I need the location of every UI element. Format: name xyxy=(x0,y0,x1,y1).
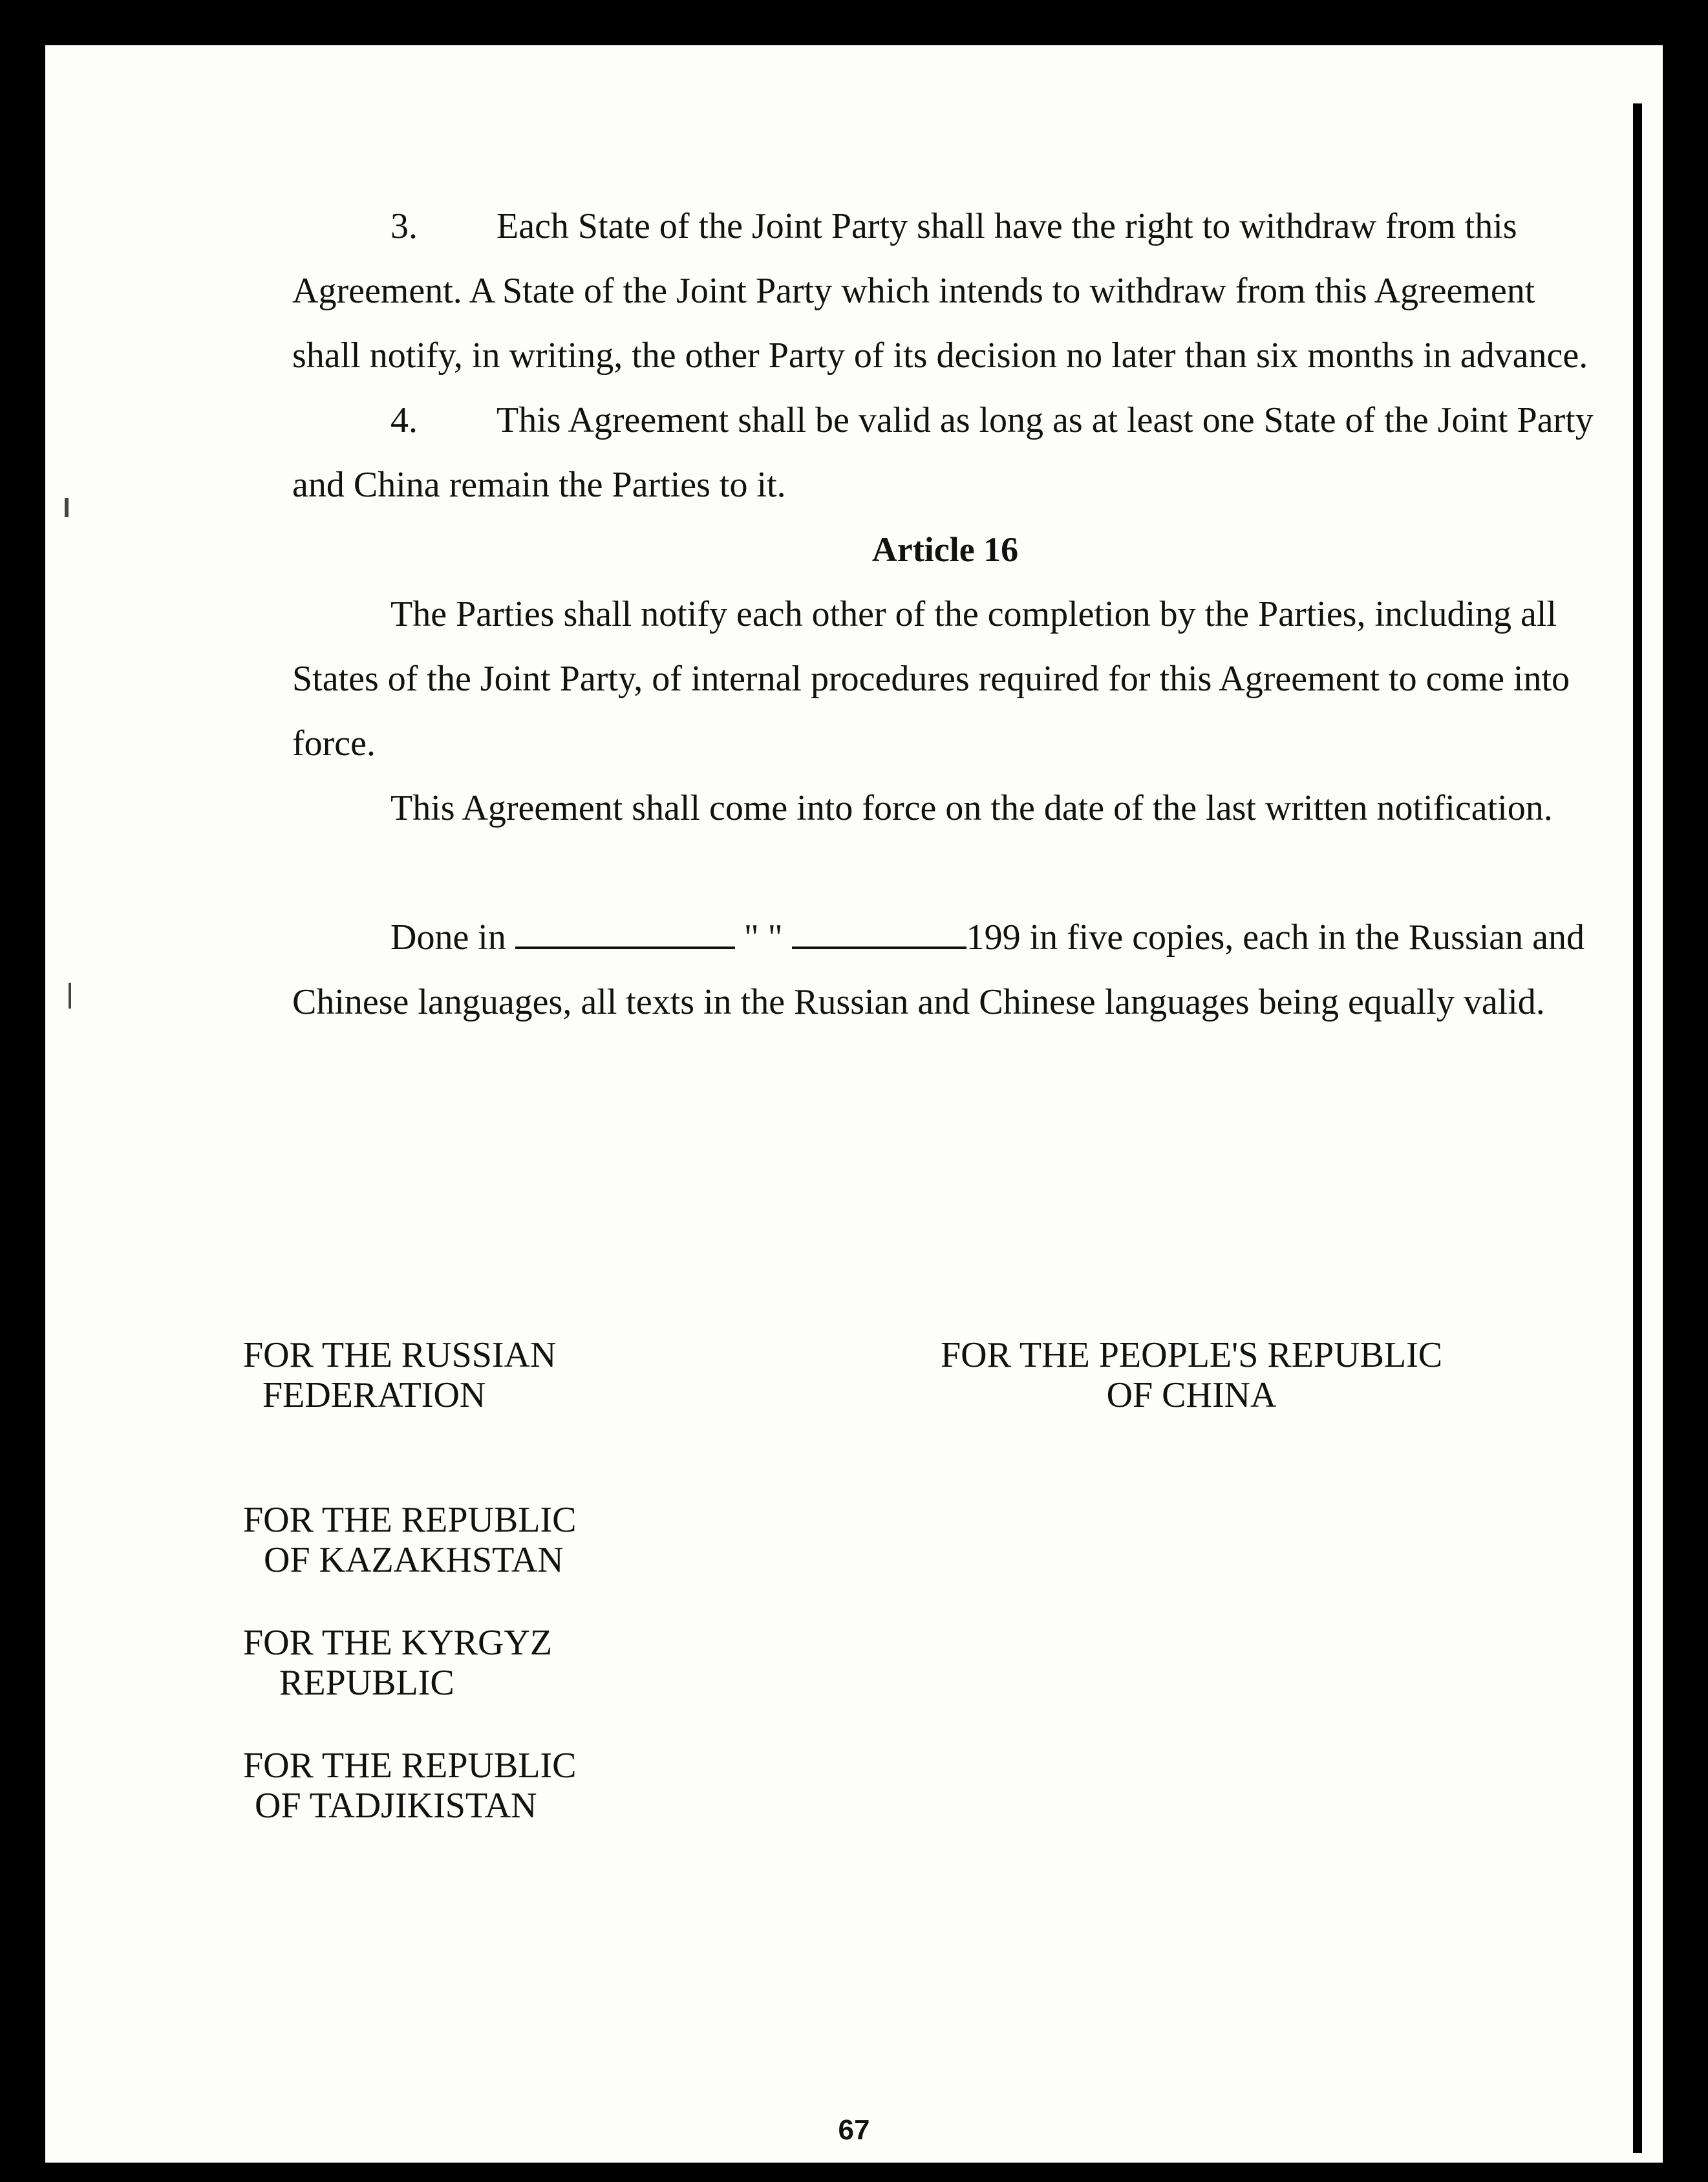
section-4-number: 4. xyxy=(390,400,418,440)
signatory-kyrgyz xyxy=(243,1623,552,1703)
place-blank xyxy=(515,917,735,949)
signatory-china xyxy=(941,1335,1442,1415)
signatory-kazakhstan-line1: FOR THE REPUBLIC xyxy=(243,1500,577,1540)
signatory-tadjikistan xyxy=(243,1746,576,1826)
signatory-china-line1: FOR THE PEOPLE'S REPUBLIC xyxy=(941,1335,1443,1375)
done-clause-lead: Done in xyxy=(390,917,506,957)
scan-mark xyxy=(65,498,69,517)
signatory-russia-line1: FOR THE RUSSIAN xyxy=(243,1335,557,1375)
page-number: 67 xyxy=(838,2114,870,2146)
article-heading: Article 16 xyxy=(871,530,1019,569)
section-3 xyxy=(292,194,1598,388)
done-clause-text: 199 in five copies, each in the Russian and Chinese languages, all texts in the Russian and Chinese languages being equally valid. xyxy=(292,917,1585,1022)
date-blank xyxy=(792,917,966,949)
scan-mark xyxy=(69,983,71,1009)
section-4 xyxy=(292,388,1598,517)
section-3-number: 3. xyxy=(390,206,418,246)
signatory-kazakhstan-line2: OF KAZAKHSTAN xyxy=(264,1540,564,1580)
signatory-kyrgyz-line1: FOR THE KYRGYZ xyxy=(243,1623,553,1663)
signatory-russia-line2: FEDERATION xyxy=(262,1375,486,1415)
article-16-paragraph-2: This Agreement shall come into force on the date of the last written notification. xyxy=(390,788,1553,828)
signatory-tadjikistan-line2: OF TADJIKISTAN xyxy=(255,1786,537,1826)
signatory-russia xyxy=(243,1335,556,1415)
article-16-paragraph-1: The Parties shall notify each other of the completion by the Parties, including all States of the Joint Party, of internal procedures required for this Agreement to come into force. xyxy=(292,594,1570,764)
body-text xyxy=(292,194,1598,1034)
document-page xyxy=(45,45,1663,2163)
done-clause-quotes: " " xyxy=(743,917,783,957)
done-clause xyxy=(292,905,1598,1034)
section-3-text: Each State of the Joint Party shall have the right to withdraw from this Agreement. A State of the Joint Party which intends to withdraw from this Agreement shall notify, in writing, the other Party of its decision no later than six months in advance. xyxy=(292,206,1588,376)
signatory-kazakhstan xyxy=(243,1500,576,1580)
section-4-text: This Agreement shall be valid as long as at least one State of the Joint Party and China remain the Parties to it. xyxy=(292,400,1594,505)
signatory-tadjikistan-line1: FOR THE REPUBLIC xyxy=(243,1746,577,1786)
signatory-china-line2: OF CHINA xyxy=(1106,1375,1277,1415)
signatory-kyrgyz-line2: REPUBLIC xyxy=(279,1663,454,1703)
scan-edge-band xyxy=(1633,103,1642,2153)
